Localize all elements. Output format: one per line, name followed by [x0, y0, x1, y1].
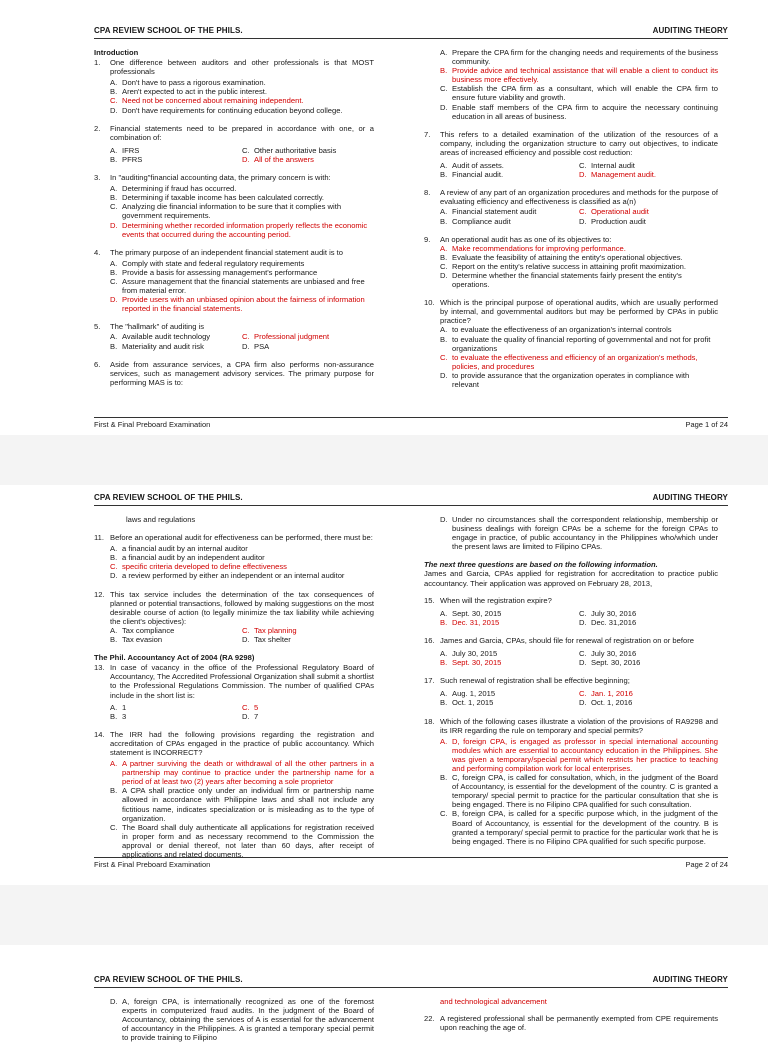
option: A. July 30, 2015 — [440, 649, 498, 659]
answer-option: C. 5 — [242, 702, 259, 712]
answer-option: C. Need not be concerned about remaining independent. — [110, 96, 304, 106]
left-column — [94, 997, 374, 1042]
question-15: 15. When will the registration expire? A. Sept. 30, 2015 C. July 30, 2016 B. Dec. 31, 2015 D. Dec. 31,2016 — [424, 596, 718, 627]
option: A. IFRS — [110, 145, 140, 155]
section-title: The Phil. Accountancy Act of 2004 (RA 9298) — [94, 653, 255, 663]
question-5: 5. The "hallmark" of auditing is A. Available audit technology C. Professional judgment B. Materiality and audit risk D. PSA — [94, 322, 374, 350]
option: A. Sept. 30, 2015 — [440, 608, 502, 618]
option: B. Evaluate the feasibility of attaining the entity's operational objectives. — [440, 252, 683, 262]
option: D. 7 — [242, 711, 259, 721]
option: B. PFRS — [110, 154, 143, 164]
option: B. Materiality and audit risk — [110, 341, 204, 351]
option: A. Prepare the CPA firm for the changing needs and requirements of the business community. — [440, 48, 718, 67]
option: A. Available audit technology — [110, 332, 211, 342]
option: C. Establish the CPA firm as a consultant, which will enable the CPA firm to ensure future viability and growth. — [440, 84, 718, 103]
page-header: CPA REVIEW SCHOOL OF THE PHILS. AUDITING THEORY — [94, 493, 728, 506]
option: B. C, foreign CPA, is called for consultation, which, in the judgment of the Board of Accountancy, is essential for the development of the country. C is granted a temporary/ special permit to practice for the particular consultation that she is being engaged. There is no Filipino CPA qualified for such consultation. — [440, 773, 718, 810]
page-separator — [0, 435, 768, 485]
answer-option: C. Jan. 1, 2016 — [579, 689, 633, 699]
question-1: 1. One difference between auditors and other professionals is that MOST professionals A. Don't have to pass a rigorous examination. B. Aren't expected to act in the public interest. C. Need not be concerned about remaining independent. D. Don't have requirements for continuing education beyond college. — [94, 58, 374, 115]
option: A. a financial audit by an internal auditor — [110, 544, 248, 554]
option: A. Determining if fraud has occurred. — [110, 184, 237, 194]
option: D. Sept. 30, 2016 — [579, 658, 641, 668]
option: C. Internal audit — [579, 161, 635, 171]
page-3 — [0, 945, 768, 1042]
option: D. A, foreign CPA, is internationally recognized as one of the foremost experts in computerized fraud audits. In the judgment of the Board of Accountancy, obtaining the services of A is essential for the advancement of accountancy in the Philippines. A is granted a temporary special permit to provide training to Filipino — [110, 997, 374, 1042]
answer-option: C. to evaluate the effectiveness and efficiency of an organization's methods, policies, and procedures — [440, 352, 698, 371]
info-paragraph: James and Garcia, CPAs applied for registration for accreditation to practice public accountancy. Their application was approved on February 28, 2013, — [424, 569, 718, 588]
answer-option: C. Operational audit — [579, 207, 649, 217]
answer-option: D. Management audit. — [579, 170, 657, 180]
option: D. Don't have requirements for continuing education beyond college. — [110, 105, 343, 115]
option: A. Tax compliance — [110, 625, 175, 635]
question-4: 4. The primary purpose of an independent financial statement audit is to A. Comply with state and federal regulatory requirements B. Provide a basis for assessing management's performance C. Assure management that the financial statements are unbiased and free from material error. D. Provide users with an unbiased opinion about the fairness of information reported in the financial statements. — [94, 248, 374, 314]
school-name: CPA REVIEW SCHOOL OF THE PHILS. — [94, 26, 243, 35]
option: D. Production audit — [579, 216, 646, 226]
question-2: 2. Financial statements need to be prepared in accordance with one, or a combination of: A. IFRS C. Other authoritative basis B. PFRS D. All of the answers — [94, 123, 374, 164]
option: B. a financial audit by an independent auditor — [110, 553, 265, 563]
exam-name: First & Final Preboard Examination — [94, 420, 211, 429]
question-7: 7. This refers to a detailed examination of the utilization of the resources of a company, including the organization structure to carry out objectives, to indicate areas of increased efficiency and possible cost reduction: A. Audit of assets. C. Internal audit B. Financial audit. D. Management audit. — [424, 129, 718, 180]
option: A. Don't have to pass a rigorous examination. — [110, 78, 266, 88]
question-8: 8. A review of any part of an organization procedures and methods for the purpose of evaluating efficiency and effectiveness is classified as a(n) A. Financial statement audit C. Operational audit B. Compliance audit D. Production audit — [424, 188, 718, 226]
answer-option: B. Provide advice and technical assistance that will enable a client to conduct its business more effectively. — [440, 66, 718, 85]
carryover-text: and technological advancement — [440, 997, 547, 1006]
option: C. Other authoritative basis — [242, 145, 337, 155]
question-17: 17. Such renewal of registration shall be effective beginning; A. Aug. 1, 2015 C. Jan. 1, 2016 B. Oct. 1, 2015 D. Oct. 1, 2016 — [424, 676, 718, 707]
answer-option: A. Make recommendations for improving performance. — [440, 243, 626, 253]
option: B. Aren't expected to act in the public interest. — [110, 87, 267, 97]
page-1 — [0, 0, 768, 435]
answer-option: C. Professional judgment — [242, 332, 330, 342]
page-header — [94, 26, 728, 39]
info-title: The next three questions are based on the following information. — [424, 560, 658, 570]
answer-option: B. Sept. 30, 2015 — [440, 658, 502, 668]
option: A. to evaluate the effectiveness of an organization's internal controls — [440, 325, 672, 335]
answer-option: D. All of the answers — [242, 154, 314, 164]
question-22: 22. A registered professional shall be permanently exempted from CPE requirements upon reaching the age of. — [424, 1014, 718, 1033]
page-header: CPA REVIEW SCHOOL OF THE PHILS. AUDITING THEORY — [94, 975, 728, 988]
option: B. Oct. 1, 2015 — [440, 698, 494, 708]
option: A. Audit of assets. — [440, 161, 504, 171]
left-column — [94, 48, 374, 396]
page-2 — [0, 485, 768, 933]
page-footer — [94, 417, 728, 430]
question-12: 12. This tax service includes the determination of the tax consequences of planned or potential transactions, followed by making suggestions on the most desirable course of action (to legally minimize the tax liability while achieving the client's objectives): A. Tax compliance C. Tax planning B. Tax evasion D. Tax shelter — [94, 589, 374, 645]
question-6-options — [440, 48, 718, 121]
question-10: 10. Which is the principal purpose of operational audits, which are usually performed by internal, and governmental auditors but may be performed by CPAs in public practice? A. to evaluate the effectiveness of an organization's internal controls B. to evaluate the quality of financial reporting of governmental and not for profit organizations C. to evaluate the effectiveness and efficiency of an organization's methods, policies, and procedures D. to provide assurance that the organization operates in compliance with relevant — [424, 298, 718, 389]
option: A. Aug. 1, 2015 — [440, 689, 496, 699]
page-footer: First & Final Preboard Examination Page 2 of 24 — [94, 857, 728, 870]
option: D. Determine whether the financial statements fairly present the entity's operations. — [440, 270, 682, 290]
option: B. Tax evasion — [110, 635, 163, 645]
option: B. 3 — [110, 711, 127, 721]
option: B. to evaluate the quality of financial reporting of governmental and not for profit organizations — [440, 334, 711, 353]
question-6: 6. Aside from assurance services, a CPA firm also performs non-assurance services, such as management advisory services. The primary purpose for performing MAS is to: — [94, 359, 374, 387]
option: D. Tax shelter — [242, 635, 291, 645]
option: A. Financial statement audit — [440, 207, 537, 217]
option: B. Compliance audit — [440, 216, 511, 226]
option: C. Assure management that the financial statements are unbiased and free from material error. — [110, 276, 365, 296]
left-column — [94, 515, 374, 868]
answer-option: C. specific criteria developed to define effectiveness — [110, 562, 287, 572]
option: D. PSA — [242, 341, 270, 351]
question-13: 13. In case of vacancy in the office of the Professional Regulatory Board of Accountancy, The Accredited Professional Organization shall submit a shortlist to the Professional Regulations Commission. The number of qualified CPAs include in the short list is: A. 1 C. 5 B. 3 D. 7 — [94, 663, 374, 721]
question-18: 18. Which of the following cases illustrate a violation of the provisions of RA9298 and its IRR regarding the rule on temporary and special permits? A. D, foreign CPA, is engaged as professor in special international accounting modules which are essential to accountancy education in the Philippines. She was given a temporary/special permit which restricts her practice to teaching and performing compilation work for local enterprises. B. C, foreign CPA, is called for consultation, which, in the judgment of the Board of Accountancy, is essential for the development of the country. C is granted a temporary/ special permit to practice for the particular consultation that she is being engaged. There is no Filipino CPA qualified for such consultation. C. B, foreign CPA, is called for a specific purpose which, in the judgment of the Board of Accountancy, is essential for the development of the country. B is granted a temporary/ special permit to practice for the particular work that he is being engaged. There is no Filipino CPA qualified for such specific purpose. — [424, 716, 718, 846]
option: C. July 30, 2016 — [579, 608, 637, 618]
option: D. Enable staff members of the CPA firm to acquire the necessary continuing education in all areas of business. — [440, 102, 718, 121]
option: D. Under no circumstances shall the correspondent relationship, membership or business dealings with foreign CPAs be a scheme for the foreign CPAs to engage in practice, of public accountancy in the Philippines who/which under the present laws are limited to Filipino CPAs. — [440, 515, 718, 552]
option: D. Dec. 31,2016 — [579, 617, 637, 627]
question-14: 14. The IRR had the following provisions regarding the registration and accreditation of CPAs engaged in the practice of public accountancy. Which statement is INCORRECT? A. A partner surviving the death or withdrawal of all the other partners in a partnership may continue to practice under the partnership name for a period of at least two (2) years after becoming a sole proprietor B. A CPA shall practice only under an individual firm or partnership name allowed in accordance with Philippine laws and shall not include any fictitious name, indicates specialization or is misleading as to the type of organization. C. The Board shall duly authenticate all applications for registration received in proper form and as necessary recommend to the Commission the approval or denial thereof, not later than 60 days, after receipt of applications and related documents. — [94, 729, 374, 859]
option: C. Analyzing die financial information to be sure that it complies with government requirements. — [110, 202, 342, 221]
option: B. A CPA shall practice only under an individual firm or partnership name allowed in accordance with Philippine laws and shall not include any fictitious name, indicates specialization or is misleading as to the type of organization. — [110, 786, 374, 823]
answer-option: D. Determining whether recorded information properly reflects the economic events that occurred during the accounting period. — [110, 220, 368, 239]
page-number: Page 2 of 24 — [685, 860, 728, 869]
question-11: 11. Before an operational audit for effectiveness can be performed, there must be: A. a financial audit by an internal auditor B. a financial audit by an independent auditor C. specific criteria developed to define effectiveness D. a review performed by either an independent or an internal auditor — [94, 533, 373, 581]
option: D. a review performed by either an independent or an internal auditor — [110, 571, 345, 581]
carryover-text: laws and regulations — [126, 515, 196, 524]
option: B. Determining if taxable income has been calculated correctly. — [110, 193, 325, 203]
option: C. Report on the entity's relative success in attaining profit maximization. — [440, 261, 687, 271]
section-title: Introduction — [94, 48, 139, 57]
right-column — [424, 515, 718, 855]
question-9: 9. An operational audit has as one of its objectives to: A. Make recommendations for improving performance. B. Evaluate the feasibility of attaining the entity's operational objectives. C. Report on the entity's relative success in attaining profit maximization. D. Determine whether the financial statements fairly present the entity's operations. — [424, 235, 718, 290]
option: D. Oct. 1, 2016 — [579, 698, 633, 708]
subject-name: AUDITING THEORY — [652, 26, 728, 35]
question-16: 16. James and Garcia, CPAs, should file for renewal of registration on or before A. July 30, 2015 C. July 30, 2016 B. Sept. 30, 2015 D. Sept. 30, 2016 — [424, 636, 718, 667]
right-column — [424, 997, 718, 1041]
answer-option: B. Dec. 31, 2015 — [440, 617, 500, 627]
page-number: Page 1 of 24 — [685, 420, 728, 429]
answer-option: A. A partner surviving the death or withdrawal of all the other partners in a partnership may continue to practice under the partnership name for a period of at least two (2) years after becoming a sole proprietor — [110, 759, 374, 787]
option: A. 1 — [110, 702, 127, 712]
option: D. to provide assurance that the organization operates in compliance with relevant — [440, 370, 690, 389]
option: B. Financial audit. — [440, 170, 504, 180]
option: C. July 30, 2016 — [579, 649, 637, 659]
answer-option: A. D, foreign CPA, is engaged as professor in special international accounting modules which are essential to accountancy education in the Philippines. She was given a temporary/special permit which restricts her practice to teaching and performing compilation work for local enterprises. — [440, 736, 718, 773]
right-column — [424, 48, 718, 398]
option: C. The Board shall duly authenticate all applications for registration received in proper form and as necessary recommend to the Commission the approval or denial thereof, not later than 60 days, after receipt of applications and related documents. — [110, 822, 374, 859]
page-separator — [0, 885, 768, 945]
answer-option: C. Tax planning — [242, 625, 297, 635]
option: B. Provide a basis for assessing management's performance — [110, 267, 318, 277]
question-3: 3. In "auditing"financial accounting data, the primary concern is with: A. Determining if fraud has occurred. B. Determining if taxable income has been calculated correctly. C. Analyzing die financial information to be sure that it complies with government requirements. D. Determining whether recorded information properly reflects the economic events that occurred during the accounting period. — [94, 173, 374, 239]
answer-option: D. Provide users with an unbiased opinion about the fairness of information reported in the financial statements. — [110, 295, 365, 314]
option: C. B, foreign CPA, is called for a specific purpose which, in the judgment of the Board of Accountancy, is essential for the development of the country. B is granted a temporary/ special permit to practice for the particular work that he is being engaged. There is no Filipino CPA qualified for such specific purpose. — [440, 809, 718, 846]
option: A. Comply with state and federal regulatory requirements — [110, 258, 305, 268]
